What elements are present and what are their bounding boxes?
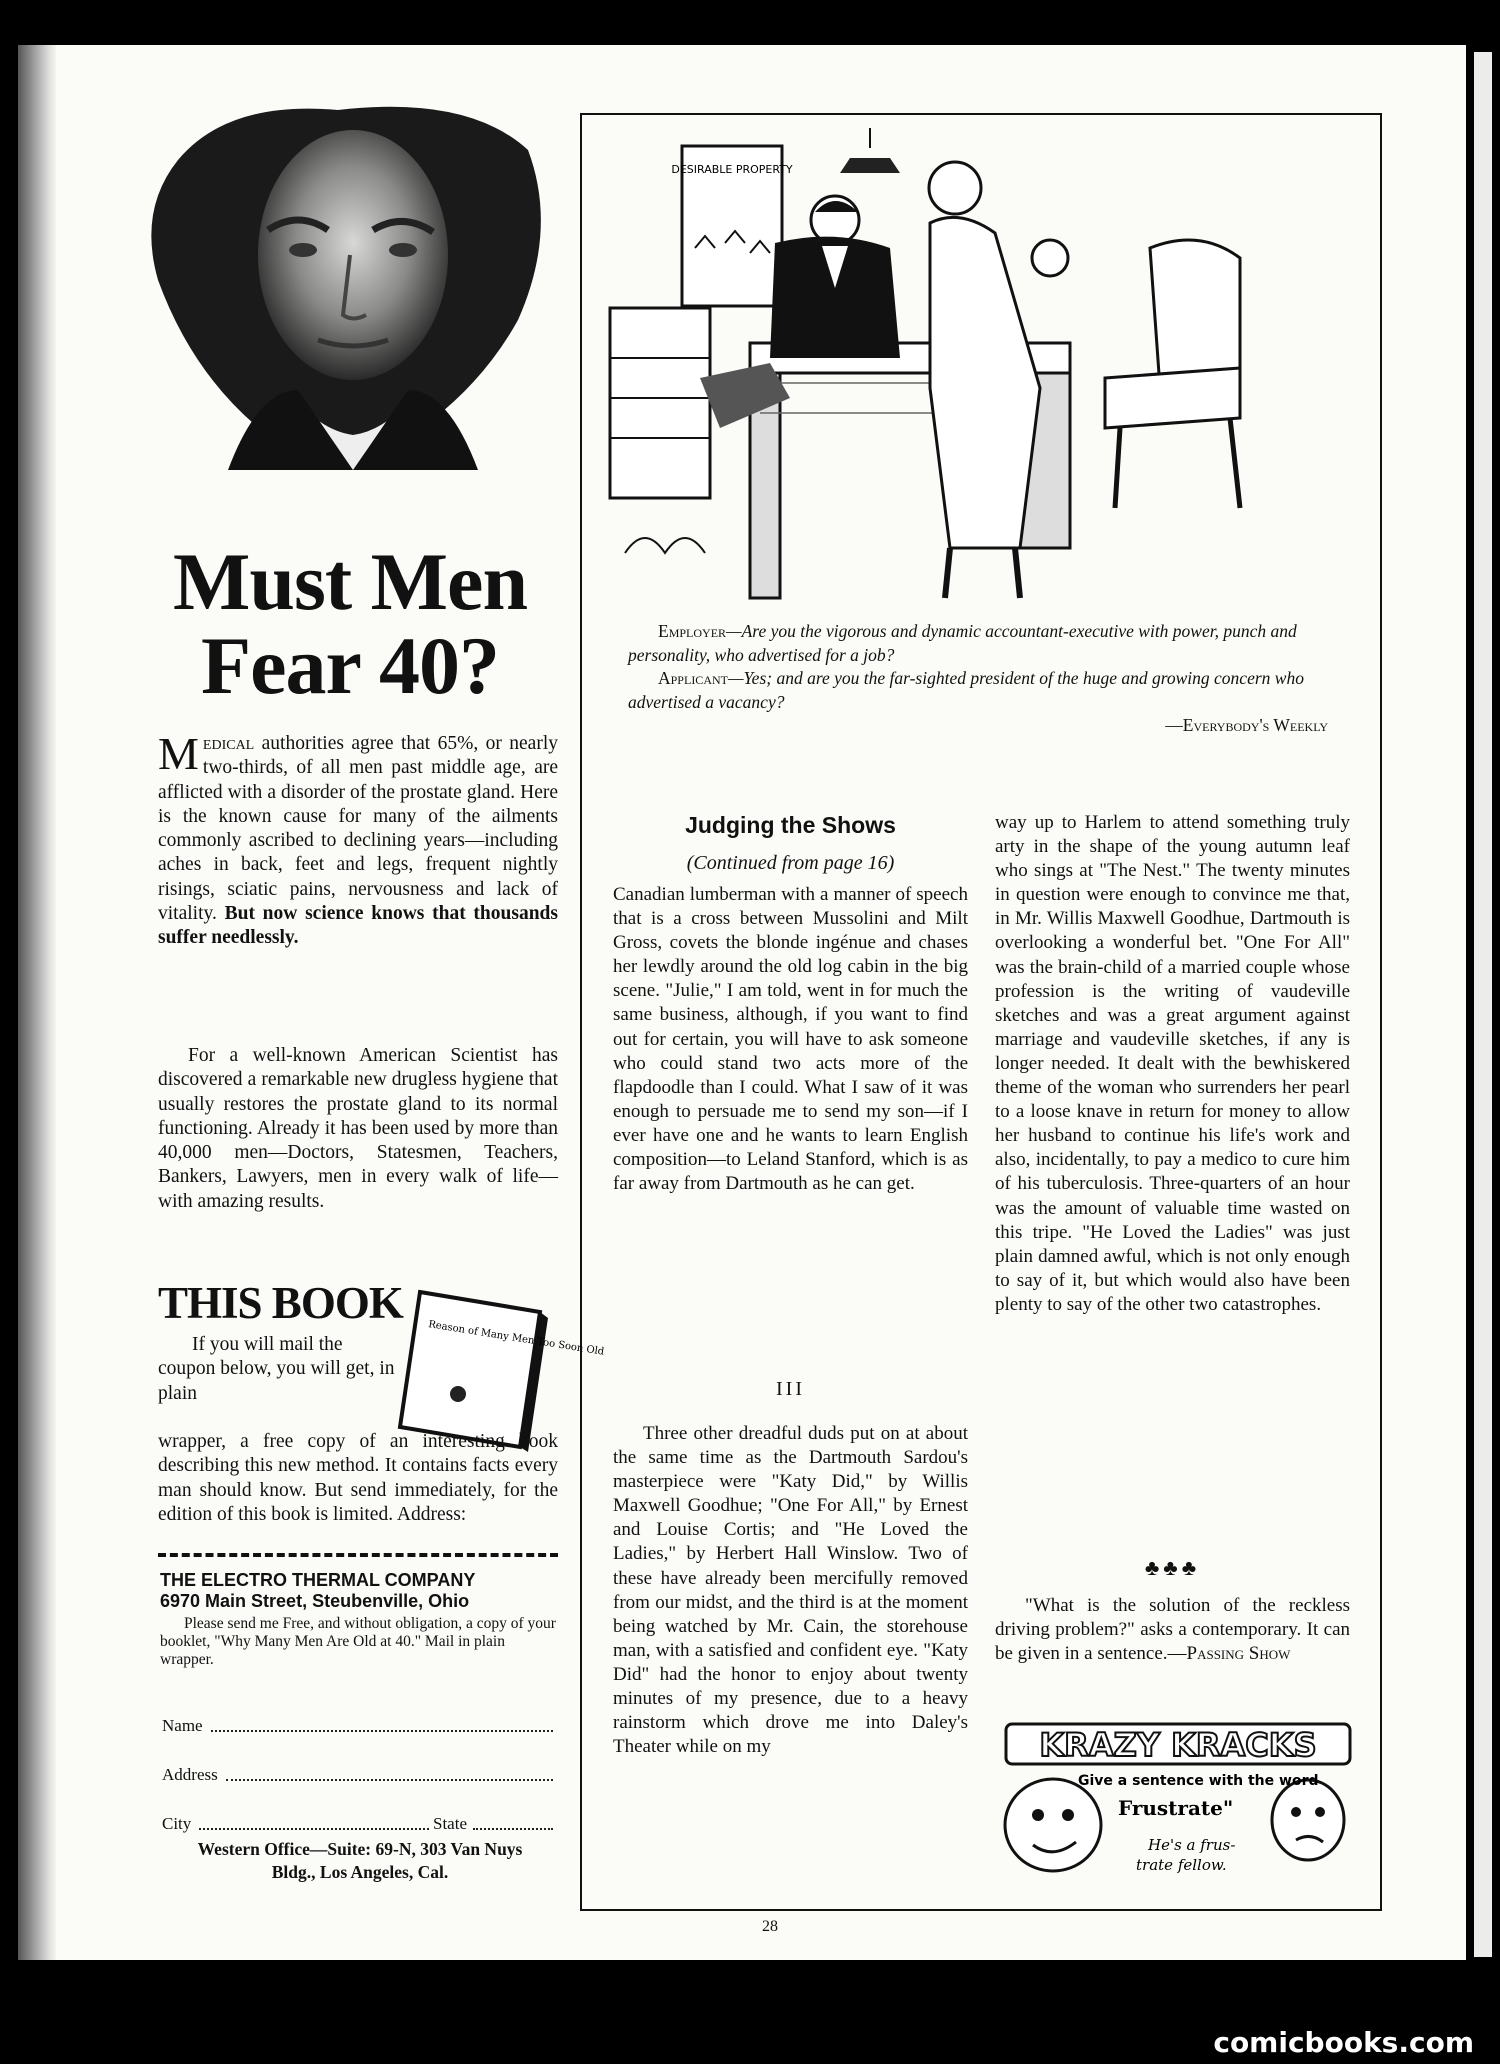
joke-source: Passing Show <box>1186 1643 1291 1665</box>
western-office <box>160 1838 560 1884</box>
coupon-city-state-field[interactable] <box>162 1814 557 1834</box>
property-sign <box>671 163 793 176</box>
applicant-label: Applicant <box>658 668 728 688</box>
krazy-answer-2 <box>1136 1856 1227 1874</box>
cartoon-caption <box>628 620 1328 738</box>
article-subtitle: (Continued from page 16) <box>686 852 895 874</box>
ad-p1-bold: But now science knows that thousands suffer needlessly. <box>158 903 558 949</box>
binding-gutter <box>18 45 56 1960</box>
joke-paragraph <box>995 1594 1350 1666</box>
ornament: ♣♣♣ <box>1144 1555 1201 1580</box>
coupon-name-field[interactable] <box>162 1716 557 1736</box>
office-cartoon <box>600 128 1360 620</box>
krazy-title-text: KRAZY KRACKS <box>1039 1726 1317 1764</box>
ad-smallcaps: edical <box>202 733 255 754</box>
property-sign-text: DESIRABLE PROPERTY <box>671 163 793 176</box>
coupon-cut-line <box>158 1553 558 1557</box>
ad-headline <box>140 536 560 711</box>
coupon-text: Please send me Free, and without obligation, a copy of your booklet, "Why Many Men Are Old at 40." Mail in plain wrapper. <box>160 1615 556 1668</box>
article-col-a-p1: Canadian lumberman with a manner of speech that is a cross between Mussolini and Milt Gross, covets the blonde ingénue and chases her lewdly around the old log cabin in the big scene. "Julie," I am told, went in for much the same business, although, if you want to find out for certain, you will have to ask someone who could stand two acts more of the flapdoodle than I could. What I saw of it was enough to persuade me to send my son—if I ever have one and he wants to learn English composition—to Leland Stanford, which is as far away from Dartmouth as he can get. <box>613 884 968 1195</box>
article-title: Judging the Shows <box>685 812 896 838</box>
coupon-header <box>160 1570 560 1612</box>
applicant-line: —Yes; and are you the far-sighted president of the huge and growing concern who advertised a vacancy? <box>628 668 1304 712</box>
portrait-photo <box>138 90 558 470</box>
this-book-heading: THIS BOOK <box>158 1278 403 1328</box>
next-page-edge <box>1474 52 1492 1957</box>
krazy-kracks-panel <box>998 1720 1358 1900</box>
ad-paragraph-2: For a well-known American Scientist has discovered a remarkable new drugless hygiene that usually restores the prostate gland to its normal functioning. Already it has been used by more than 40,000 men—Doctors, Statesmen, Teachers, Bankers, Lawyers, men in every walk of life—with amazing results. <box>158 1045 558 1212</box>
ad-p3-rest: wrapper, a free copy of an interesting book describing this new method. It contains facts every man should know. But send immediately, for the edition of this book is limited. Address: <box>158 1431 558 1525</box>
krazy-word <box>1118 1796 1233 1820</box>
krazy-answer-1-text: He's a frus- <box>1148 1836 1236 1854</box>
book-illustration <box>400 1282 605 1452</box>
headline-line-1: Must Men <box>172 536 528 627</box>
krazy-word-text: Frustrate" <box>1118 1796 1234 1820</box>
section-number: III <box>776 1378 805 1400</box>
krazy-answer-1 <box>1147 1836 1235 1854</box>
watermark[interactable]: comicbooks.com <box>1213 2026 1474 2059</box>
ad-p1-text: authorities agree that 65%, or nearly two-thirds, of all men past middle age, are afflicted with a disorder of the prostate gland. Here is the known cause for many of the ailments commonly ascribed to declining years—including aches in back, feet and legs, frequent nightly risings, sciatic pains, nervousness and lack of vitality. <box>158 733 558 925</box>
company-name: THE ELECTRO THERMAL COMPANY <box>160 1570 476 1590</box>
krazy-title <box>1039 1726 1316 1764</box>
employer-line: —Are you the vigorous and dynamic accountant-executive with power, punch and personality, who advertised for a job? <box>628 621 1297 665</box>
krazy-prompt <box>1078 1773 1319 1789</box>
address-label: Address <box>162 1765 218 1784</box>
ad-p3-start: If you will mail the coupon below, you will get, in plain <box>158 1334 395 1404</box>
caption-source: —Everybody's Weekly <box>1165 715 1328 735</box>
krazy-answer-2-text: trate fellow. <box>1136 1856 1227 1874</box>
state-label: State <box>433 1814 467 1833</box>
coupon-address-field[interactable] <box>162 1765 557 1785</box>
ad-paragraph-1 <box>158 728 558 951</box>
headline-line-2: Fear 40? <box>201 620 499 711</box>
western-office-line-2: Bldg., Los Angeles, Cal. <box>271 1862 449 1882</box>
western-office-line-1: Western Office—Suite: 69-N, 303 Van Nuys <box>197 1839 523 1859</box>
book-cover-title-text: Reason of Many Men Too Soon Old <box>427 1319 605 1358</box>
page-number: 28 <box>762 1918 778 1935</box>
article-col-b-p1: way up to Harlem to attend something truly arty in the shape of the young autumn leaf who sings at "The Nest." The twenty minutes in question were enough to convince me that, in Mr. Willis Maxwell Goodhue, Dartmouth is overlooking a wonderful bet. "One For All" was the brain-child of a married couple whose profession is the writing of vaudeville sketches and was a great argument against marriage and vaudeville sketches, if any is longer needed. It dealt with the bewhiskered theme of the woman who surrenders her pearl to a loose knave in return for money to allow her husband to continue his life's work and also, incidentally, to pay a medico to cure him of his tuberculosis. Three-quarters of an hour was the amount of valuable time wasted on this tripe. "He Loved the Ladies" was just plain damned awful, which is not only enough to say of it, but which would also have been plenty to say of the other two catastrophes. <box>995 812 1350 1315</box>
joke-text: "What is the solution of the reckless driving problem?" asks a contemporary. It can be given in a sentence.— <box>995 1595 1350 1665</box>
employer-label: Employer <box>658 621 727 641</box>
name-label: Name <box>162 1716 203 1735</box>
drop-cap: M <box>158 728 199 779</box>
article-col-a-p2: Three other dreadful duds put on at about the same time as the Dartmouth Sardou's masterpiece were "Katy Did," by Willis Maxwell Goodhue; "One For All," by Ernest and Louise Cortis; and "He Loved the Ladies," by Herbert Hall Winslow. Two of these have already been mercifully removed from our midst, and the third is at the moment being watched by Mr. Cain, the storehouse man, with a satisfied and confident eye. "Katy Did" had the honor to enjoy about twenty minutes of my presence, due to a heavy rainstorm which drove me into Daley's Theater while on my <box>613 1423 968 1758</box>
city-label: City <box>162 1814 192 1833</box>
company-address: 6970 Main Street, Steubenville, Ohio <box>160 1591 470 1611</box>
krazy-prompt-text: Give a sentence with the word <box>1078 1773 1319 1789</box>
